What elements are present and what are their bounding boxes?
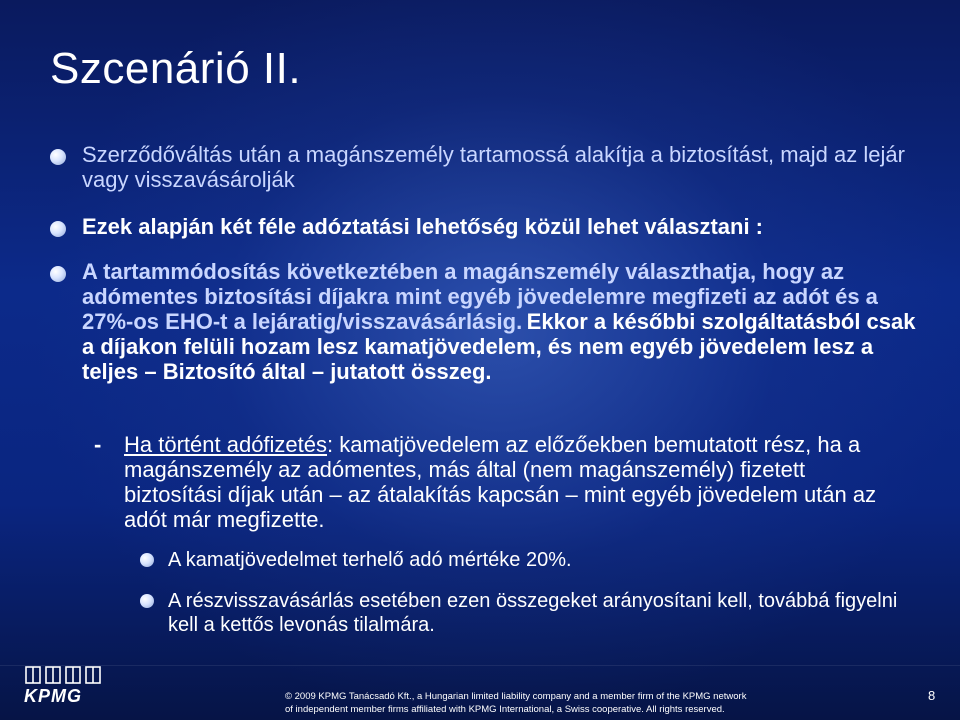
- kpmg-logo: [24, 664, 124, 708]
- bullet-text-continuation: Ekkor a későbbi szolgáltatásból csak a díjakon felüli hozam lesz kamatjövedelem, és nem egyéb jövedelem lesz a teljes – Biztosító által – jutatott összeg.: [82, 309, 916, 384]
- slide-title: Szcenárió II.: [50, 44, 302, 93]
- sub-bullet-text: A részvisszavásárlás esetében ezen összegeket arányosítani kell, továbbá figyelni kell a kettős levonás tilalmára.: [168, 590, 898, 636]
- sub-bullet-item-2: [140, 589, 900, 637]
- bullet-dot-icon: [50, 149, 66, 165]
- dash-text: : kamatjövedelem az előzőekben bemutatott rész, ha a magánszemély az adómentes, más által (nem magánszemély) fizetett biztosítási díjak után – az átalakítás kapcsán – mint egyéb jövedelem után az adót már megfizette.: [124, 432, 877, 532]
- bullet-dot-icon: [50, 266, 66, 282]
- bullet-text: Szerződőváltás után a magánszemély tartamossá alakítja a biztosítást, majd az lejár vagy visszavásárolják: [82, 142, 905, 192]
- kpmg-logo-text: KPMG: [24, 686, 82, 706]
- bullet-item-1: [50, 142, 930, 192]
- dash-underlined-text: Ha történt adófizetés: [124, 432, 328, 457]
- bullet-dot-icon: [140, 594, 154, 608]
- dash-marker: -: [94, 432, 102, 457]
- copyright-line-2: of independent member firms affiliated with KPMG International, a Swiss cooperative. All rights reserved.: [285, 704, 725, 715]
- dash-item: [94, 432, 894, 532]
- bullet-dot-icon: [50, 221, 66, 237]
- bullet-text: A tartammódosítás következtében a magánszemély választhatja, hogy az adómentes biztosítási díjakra mint egyéb jövedelemre megfizeti az adót és a 27%-os EHO-t a lejáratig/visszavásárlásig.: [82, 259, 878, 334]
- kpmg-logo-icon: [24, 664, 124, 686]
- sub-bullet-text: A kamatjövedelmet terhelő adó mértéke 20%.: [168, 549, 572, 571]
- bullet-text: Ezek alapján két féle adóztatási lehetőség közül lehet választani :: [82, 214, 764, 239]
- copyright-notice: [285, 690, 805, 716]
- bullet-dot-icon: [140, 553, 154, 567]
- bullet-item-3: [50, 259, 930, 384]
- bullet-item-2: [50, 214, 930, 239]
- sub-bullet-item-1: [140, 548, 900, 572]
- page-number: 8: [928, 688, 936, 703]
- footer-divider: [0, 665, 960, 666]
- copyright-line-1: © 2009 KPMG Tanácsadó Kft., a Hungarian limited liability company and a member firm of the KPMG network: [285, 691, 747, 702]
